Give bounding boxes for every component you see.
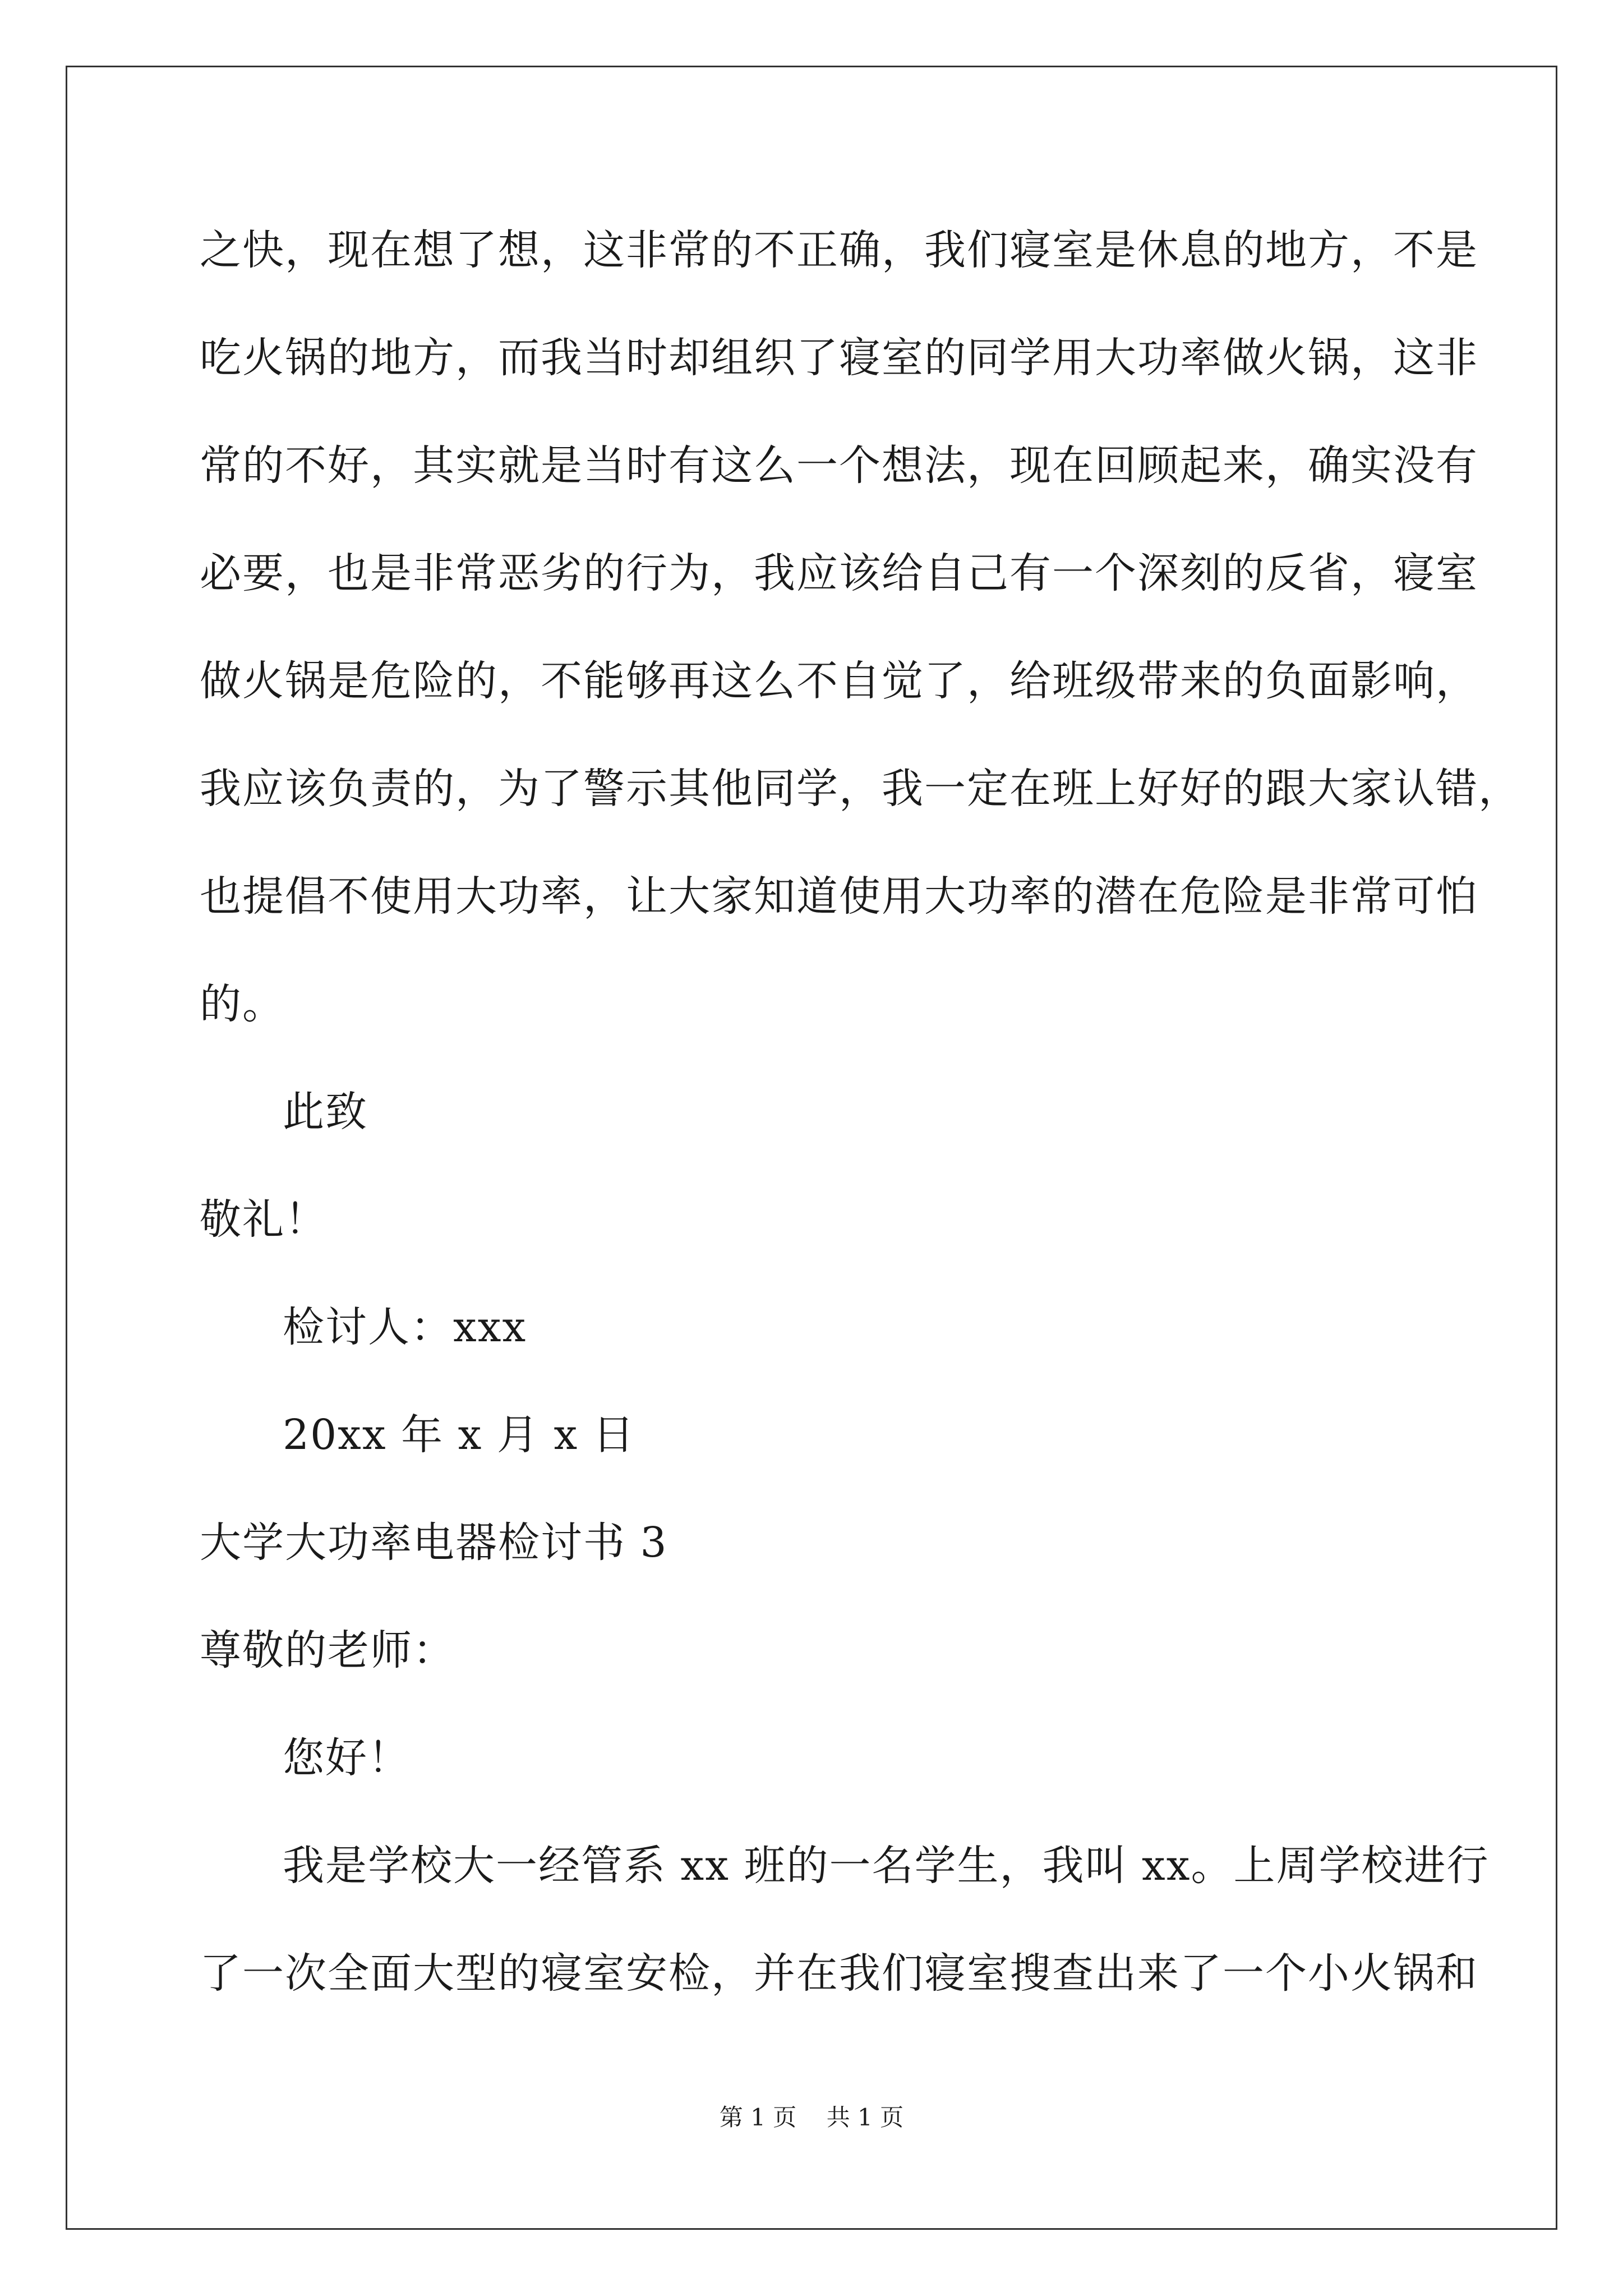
para-line-2: 了一次全面大型的寝室安检，并在我们寝室搜查出来了一个小火锅和 xyxy=(200,1949,1478,1998)
para-line-1: 我是学校大一经管系 xx 班的一名学生，我叫 xx。上周学校进行 xyxy=(283,1842,1490,1890)
body-line-4: 必要，也是非常恶劣的行为，我应该给自己有一个深刻的反省，寝室 xyxy=(200,549,1478,597)
closing-respect: 敬礼！ xyxy=(200,1195,328,1244)
body-line-2: 吃火锅的地方，而我当时却组织了寝室的同学用大功率做火锅，这非 xyxy=(200,334,1478,382)
greeting: 您好！ xyxy=(283,1734,411,1782)
addressee: 尊敬的老师： xyxy=(200,1626,455,1674)
body-line-8: 的。 xyxy=(200,980,285,1028)
closing-salutation: 此致 xyxy=(283,1088,368,1136)
body-line-5: 做火锅是危险的，不能够再这么不自觉了，给班级带来的负面影响， xyxy=(200,657,1478,705)
signer: 检讨人：xxx xyxy=(283,1303,527,1351)
body-line-6: 我应该负责的，为了警示其他同学，我一定在班上好好的跟大家认错， xyxy=(200,765,1521,813)
body-line-3: 常的不好，其实就是当时有这么一个想法，现在回顾起来，确实没有 xyxy=(200,441,1478,490)
signature-date: 20xx 年 x 月 x 日 xyxy=(283,1411,635,1459)
document-body xyxy=(200,210,1521,2041)
page-footer: 第 1 页 共 1 页 xyxy=(719,2104,904,2131)
body-line-7: 也提倡不使用大功率，让大家知道使用大功率的潜在危险是非常可怕 xyxy=(200,872,1478,921)
body-line-1: 之快，现在想了想，这非常的不正确，我们寝室是休息的地方，不是 xyxy=(200,226,1478,274)
section-title: 大学大功率电器检讨书 3 xyxy=(200,1519,668,1567)
